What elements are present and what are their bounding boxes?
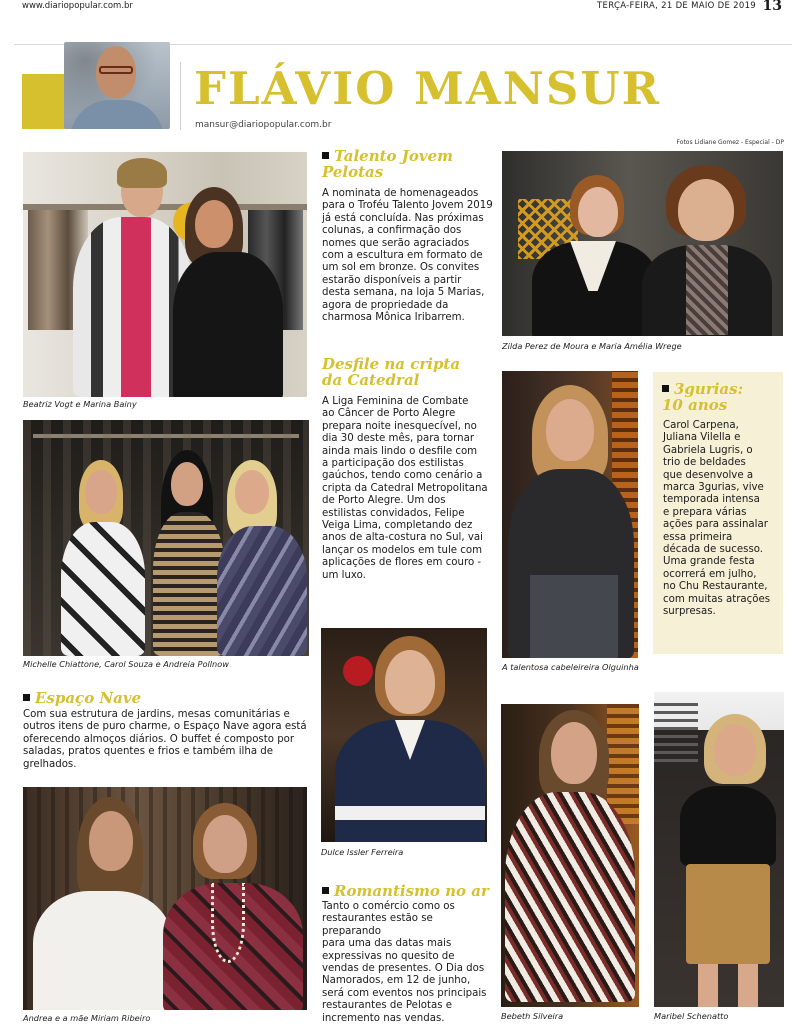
photo-andrea-miriam xyxy=(23,787,307,1010)
heading-romantismo: Romantismo no ar xyxy=(322,884,489,900)
columnist-name: FLÁVIO MANSUR xyxy=(194,62,662,115)
caption-michelle-carol-andreia: Michelle Chiattone, Carol Souza e Andreia Pollnow xyxy=(23,659,229,669)
page-number: 13 xyxy=(762,0,782,14)
heading-espaco-nave: Espaço Nave xyxy=(23,691,141,707)
caption-bebeth: Bebeth Silveira xyxy=(501,1011,564,1021)
caption-maribel: Maribel Schenatto xyxy=(654,1011,729,1021)
heading-3gurias: 3gurias: 10 anos xyxy=(662,380,744,414)
dateline: TERÇA-FEIRA, 21 DE MAIO DE 2019 xyxy=(597,1,756,11)
site-url[interactable]: www.diariopopular.com.br xyxy=(22,1,133,11)
top-bar xyxy=(22,0,784,16)
photo-olguinha xyxy=(502,371,638,658)
photo-zilda-maria-amelia xyxy=(502,151,783,336)
caption-dulce: Dulce Issler Ferreira xyxy=(321,847,404,857)
columnist-photo xyxy=(64,42,170,129)
columnist-email[interactable]: mansur@diariopopular.com.br xyxy=(195,120,332,130)
photo-maribel xyxy=(654,692,784,1007)
header-divider xyxy=(180,62,181,130)
photo-michelle-carol-andreia xyxy=(23,420,309,656)
caption-beatriz-marina: Beatriz Vogt e Marina Bainy xyxy=(23,399,137,409)
photo-beatriz-marina xyxy=(23,152,307,397)
body-espaco-nave: Com sua estrutura de jardins, mesas comunitárias e outros itens de puro charme, o Espaço Nave agora está oferecendo almoços diários. O buffet é composto por saladas, pratos quentes e frios e também ilha de grelhados. xyxy=(23,709,307,770)
caption-olguinha: A talentosa cabeleireira Olguinha xyxy=(502,662,639,672)
caption-zilda-maria-amelia: Zilda Perez de Moura e Maria Amélia Wrege xyxy=(502,341,682,351)
caption-andrea-miriam: Andrea e a mãe Miriam Ribeiro xyxy=(23,1013,151,1023)
body-talento-jovem: A nominata de homenageados para o Troféu Talento Jovem 2019 já está concluída. Nas próximas colunas, a confirmação dos nomes que serão agraciados com a escultura em formato de um sol em bronze. Os convites estarão disponíveis a partir desta semana, na loja 5 Marias, agora de propriedade da charmosa Mônica Iribarrem. xyxy=(322,188,493,324)
body-3gurias: Carol Carpena, Juliana Vilella e Gabriela Lugris, o trio de beldades que desenvolve a marca 3gurias, vive temporada intensa e prepara várias ações para assinalar essa primeira década de sucesso. Uma grande festa ocorrerá em julho, no Chu Restaurante, com muitas atrações surpresas. xyxy=(663,420,771,618)
heading-desfile-cripta: Desfile na cripta da Catedral xyxy=(322,355,461,389)
photo-credit: Fotos Lidiane Gomez - Especial - DP xyxy=(676,139,784,146)
heading-talento-jovem: Talento Jovem Pelotas xyxy=(322,147,453,181)
body-desfile-cripta: A Liga Feminina de Combate ao Câncer de Porto Alegre prepara noite inesquecível, no dia 30 deste mês, para tornar ainda mais lindo o desfile com a participação dos estilistas gaúchos, tendo como cenário a cripta da Catedral Metropolitana de Porto Alegre. Um dos estilistas convidados, Felipe Veiga Lima, completando dez anos de alta-costura no Sul, vai lançar os modelos em tule com aplicações de flores em couro - um luxo. xyxy=(322,396,488,581)
body-romantismo: Tanto o comércio como os restaurantes estão se preparando para uma das datas mais expressivas no quesito de vendas de presentes. O Dia dos Namorados, em 12 de junho, será com eventos nos principais restaurantes de Pelotas e incremento nas vendas. xyxy=(322,901,487,1024)
photo-bebeth xyxy=(501,704,639,1007)
photo-dulce xyxy=(321,628,487,842)
